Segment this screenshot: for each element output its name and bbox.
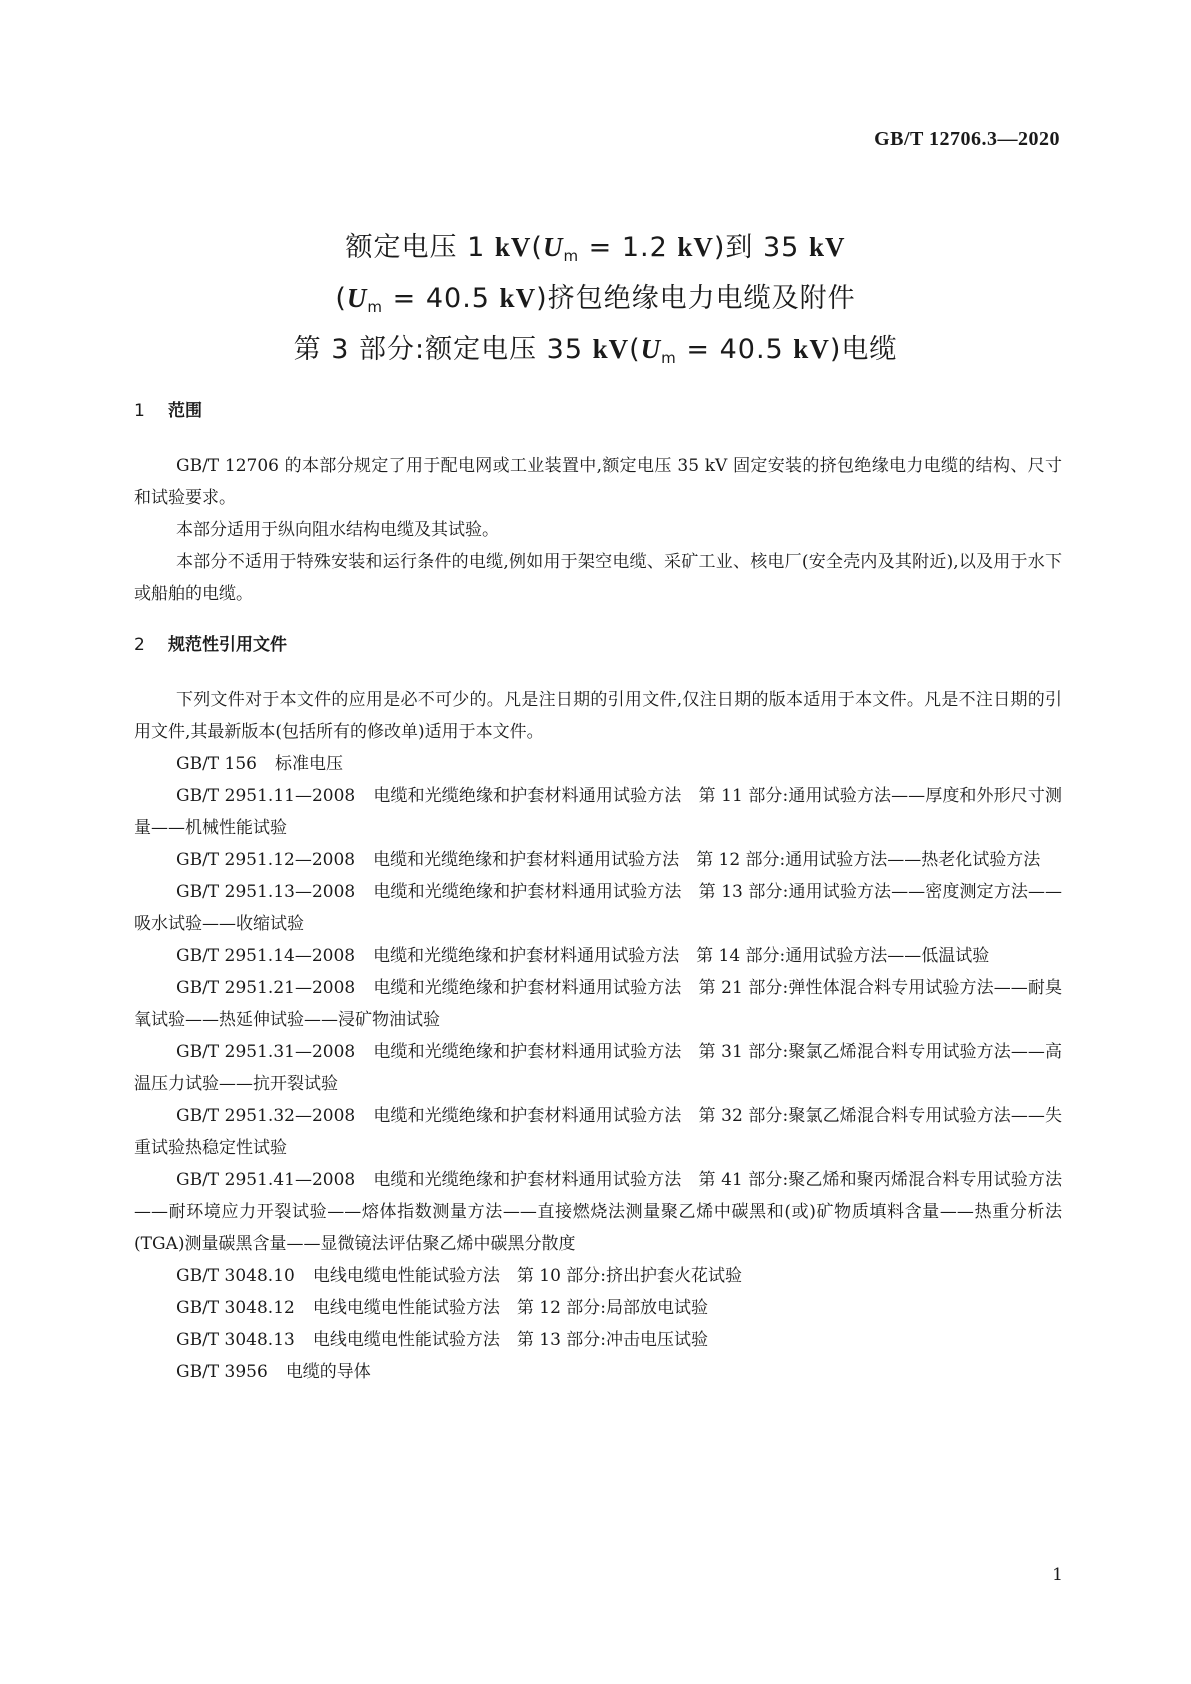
section-1-body bbox=[134, 450, 1062, 610]
paragraph: 本部分不适用于特殊安装和运行条件的电缆,例如用于架空电缆、采矿工业、核电厂(安全壳内及其附近),以及用于水下或船舶的电缆。 bbox=[134, 552, 1062, 604]
reference-code: GB/T 2951.41—2008 bbox=[176, 1170, 356, 1190]
standard-number: GB/T 12706.3—2020 bbox=[874, 128, 1060, 150]
paragraph: 下列文件对于本文件的应用是必不可少的。凡是注日期的引用文件,仅注日期的版本适用于本文件。凡是不注日期的引用文件,其最新版本(包括所有的修改单)适用于本文件。 bbox=[134, 690, 1062, 742]
reference-item bbox=[134, 1164, 1062, 1260]
reference-code: GB/T 2951.21—2008 bbox=[176, 978, 356, 998]
reference-item bbox=[134, 844, 1062, 876]
reference-title: 电缆和光缆绝缘和护套材料通用试验方法 第 11 部分:通用试验方法——厚度和外形尺寸测量——机械性能试验 bbox=[134, 786, 1063, 838]
title-line-3: 第 3 部分:额定电压 35 $kV(U_m = 40.5$ kV)电缆 bbox=[293, 334, 898, 367]
title-line-2: ($U_m = 40.5$ kV)挤包绝缘电力电缆及附件 bbox=[335, 283, 856, 316]
reference-title: 电缆和光缆绝缘和护套材料通用试验方法 第 13 部分:通用试验方法——密度测定方法——吸水试验——收缩试验 bbox=[134, 882, 1063, 934]
reference-code: GB/T 2951.12—2008 bbox=[176, 850, 356, 870]
reference-title: 电线电缆电性能试验方法 第 13 部分:冲击电压试验 bbox=[312, 1330, 709, 1350]
reference-item bbox=[134, 940, 1062, 972]
page-number: 1 bbox=[1052, 1565, 1063, 1585]
reference-code: GB/T 2951.11—2008 bbox=[176, 786, 356, 806]
reference-list bbox=[134, 748, 1062, 1388]
reference-code: GB/T 2951.14—2008 bbox=[176, 946, 356, 966]
reference-code: GB/T 3956 bbox=[176, 1362, 268, 1382]
reference-title: 电缆和光缆绝缘和护套材料通用试验方法 第 32 部分:聚氯乙烯混合料专用试验方法——失重试验热稳定性试验 bbox=[134, 1106, 1063, 1158]
reference-title: 电缆和光缆绝缘和护套材料通用试验方法 第 31 部分:聚氯乙烯混合料专用试验方法——高温压力试验——抗开裂试验 bbox=[134, 1042, 1063, 1094]
reference-item bbox=[134, 1260, 1062, 1292]
section-1-heading: 1 范围 bbox=[134, 401, 202, 421]
reference-code: GB/T 3048.13 bbox=[176, 1330, 295, 1350]
reference-code: GB/T 2951.32—2008 bbox=[176, 1106, 356, 1126]
reference-code: GB/T 3048.12 bbox=[176, 1298, 295, 1318]
reference-title: 标准电压 bbox=[275, 754, 343, 774]
reference-code: GB/T 3048.10 bbox=[176, 1266, 295, 1286]
reference-item bbox=[134, 1036, 1062, 1100]
document-title bbox=[0, 226, 1191, 379]
reference-title: 电缆的导体 bbox=[285, 1362, 371, 1382]
reference-title: 电缆和光缆绝缘和护套材料通用试验方法 第 14 部分:通用试验方法——低温试验 bbox=[373, 946, 990, 966]
reference-item bbox=[134, 1324, 1062, 1356]
reference-code: GB/T 156 bbox=[176, 754, 257, 774]
reference-item bbox=[134, 748, 1062, 780]
reference-code: GB/T 2951.13—2008 bbox=[176, 882, 356, 902]
reference-title: 电缆和光缆绝缘和护套材料通用试验方法 第 21 部分:弹性体混合料专用试验方法——耐臭氧试验——热延伸试验——浸矿物油试验 bbox=[134, 978, 1063, 1030]
reference-item bbox=[134, 1356, 1062, 1388]
paragraph: 本部分适用于纵向阻水结构电缆及其试验。 bbox=[176, 520, 499, 540]
paragraph: GB/T 12706 的本部分规定了用于配电网或工业装置中,额定电压 35 kV 固定安装的挤包绝缘电力电缆的结构、尺寸和试验要求。 bbox=[134, 456, 1062, 508]
reference-title: 电线电缆电性能试验方法 第 10 部分:挤出护套火花试验 bbox=[312, 1266, 743, 1286]
reference-item bbox=[134, 1100, 1062, 1164]
reference-item bbox=[134, 972, 1062, 1036]
reference-title: 电缆和光缆绝缘和护套材料通用试验方法 第 12 部分:通用试验方法——热老化试验方法 bbox=[373, 850, 1041, 870]
section-2-heading: 2 规范性引用文件 bbox=[134, 635, 287, 655]
reference-code: GB/T 2951.31—2008 bbox=[176, 1042, 356, 1062]
reference-item bbox=[134, 780, 1062, 844]
section-2-body bbox=[134, 684, 1062, 1388]
title-line-1: 额定电压 1 $kV(U_m = 1.2$ kV)到 35 kV bbox=[345, 232, 846, 265]
reference-item bbox=[134, 1292, 1062, 1324]
reference-title: 电线电缆电性能试验方法 第 12 部分:局部放电试验 bbox=[312, 1298, 709, 1318]
reference-title: 电缆和光缆绝缘和护套材料通用试验方法 第 41 部分:聚乙烯和聚丙烯混合料专用试验方法——耐环境应力开裂试验——熔体指数测量方法——直接燃烧法测量聚乙烯中碳黑和(或)矿物质填料含量——热重分析法(TGA)测量碳黑含量——显微镜法评估聚乙烯中碳黑分散度 bbox=[134, 1170, 1062, 1254]
reference-item bbox=[134, 876, 1062, 940]
